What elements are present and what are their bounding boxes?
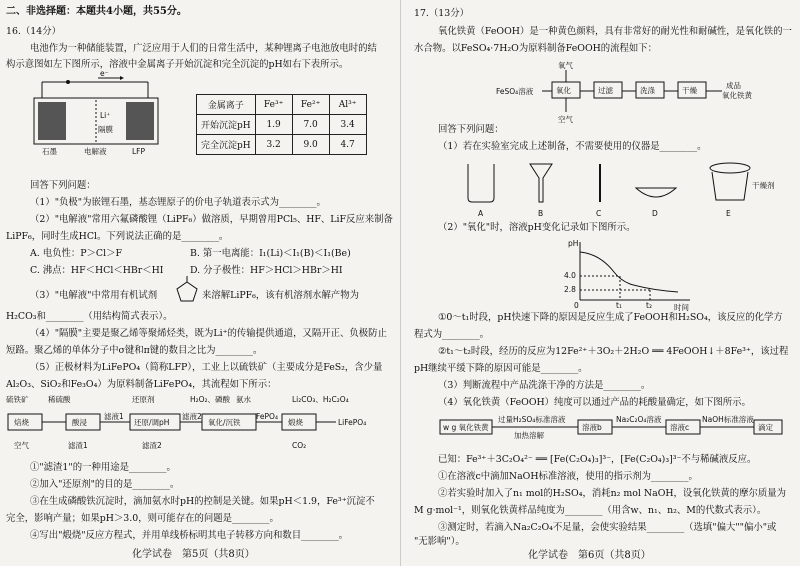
q16-line: 完全，影响产量；如果pH＞3.0，则可能存在的问题是________。: [6, 513, 279, 524]
q16-intro-1: 电池作为一种储能装置，广泛应用于人们的日常生活中，某种锂离子电池放电时的结: [30, 43, 377, 54]
q16-intro-2: 构示意图如左下图所示，溶液中金属离子开始沉淀和完全沉淀的pH如右下表所示。: [6, 59, 349, 70]
table-cell: 7.0: [292, 115, 329, 135]
time-tick: t₁: [616, 301, 622, 310]
apparatus-label: C: [596, 209, 602, 218]
flow-product: LiFePO₄: [338, 418, 367, 427]
flow-start: FeSO₄溶液: [496, 87, 534, 96]
apparatus-label: B: [538, 209, 544, 218]
table-cell: 3.2: [255, 135, 292, 155]
q16-line: H₂CO₃和________（用结构简式表示）。: [6, 311, 173, 322]
lfp-label: LFP: [132, 147, 146, 156]
flow-box: 氧化: [556, 86, 571, 95]
titration-box: 溶液c: [670, 423, 690, 432]
table-header: Fe²⁺: [292, 95, 329, 115]
q16-line: （1）"负极"为嵌锂石墨，基态锂原子的价电子轨道表示式为________。: [30, 197, 326, 208]
flow-input: 氨水: [236, 395, 251, 404]
electrolyte-label: 电解液: [84, 147, 107, 156]
q16-line: （2）"电解液"常用六氟磷酸锂（LiPF₆）做溶质，早期曾用PCl₅、HF、LiF反应来制备: [30, 214, 393, 225]
desiccant-label: 干燥剂: [752, 181, 775, 190]
table-header: Al³⁺: [329, 95, 366, 115]
flow-input: H₂O₂、磷酸: [190, 395, 231, 404]
q17-line: ①在溶液c中滴加NaOH标准溶液，使用的指示剂为________。: [438, 471, 698, 482]
q16-heading: 16.（14分）: [6, 26, 61, 37]
ph-time-chart: [560, 238, 700, 312]
flow-input: 还原剂: [132, 395, 155, 404]
q16-option: C. 沸点：HF＜HCl＜HBr＜HI: [30, 265, 164, 276]
table-header: Fe³⁺: [255, 95, 292, 115]
flow-input: 硫铁矿: [6, 395, 29, 404]
flow-box: 干燥: [682, 86, 697, 95]
page-footer: 化学试卷 第6页（共8页）: [528, 550, 651, 561]
table-cell: 9.0: [292, 135, 329, 155]
flow-box: 氧化/沉铁: [208, 418, 241, 427]
q16-line: 短路。聚乙烯的单体分子中σ键和π键的数目之比为________。: [6, 345, 263, 356]
flow-input: 氧气: [558, 61, 573, 70]
q16-line: 来溶解LiPF₆，该有机溶剂水解产物为: [202, 290, 360, 301]
time-tick: t₂: [646, 301, 652, 310]
li-ion-label: Li⁺: [100, 111, 111, 120]
apparatus-label: A: [478, 209, 484, 218]
flow-input: Li₂CO₃、H₂C₂O₄: [292, 395, 349, 404]
q16-line: LiPF₆，同时生成HCl。下列说法正确的是________。: [6, 231, 229, 242]
q17-intro-1: 氧化铁黄（FeOOH）是一种黄色颜料，具有非常好的耐光性和耐碱性，是氧化铁的一: [438, 26, 792, 37]
ph-tick: 2.8: [564, 285, 576, 294]
q16-line: ①"滤渣1"的一种用途是________。: [30, 462, 176, 473]
feooh-process-flow: [496, 60, 786, 128]
titration-box: 滴定: [758, 423, 773, 432]
flow-box: 洗涤: [640, 86, 655, 95]
q17-line: 程式为________。: [414, 329, 490, 340]
page-footer: 化学试卷 第5页（共8页）: [132, 549, 255, 560]
flow-byproduct: 滤渣2: [142, 441, 162, 450]
table-cell: 4.7: [329, 135, 366, 155]
q16-line: （5）正极材料为LiFePO₄（简称LFP），工业上以硫铁矿（主要成分是FeS₂，含少量: [30, 362, 383, 373]
q17-line: ①0～t₁时段，pH快速下降的原因是反应生成了FeOOH和H₂SO₄，该反应的化学方: [438, 312, 783, 323]
titration-box: 溶液b: [582, 423, 602, 432]
origin-label: 0: [574, 301, 579, 310]
ph-tick: 4.0: [564, 271, 576, 280]
flow-box: 过滤: [598, 86, 613, 95]
flow-byproduct: 滤渣1: [68, 441, 88, 450]
q17-heading: 17.（13分）: [414, 8, 469, 19]
q17-line: ②若实验时加入了n₁ mol的H₂SO₄，消耗n₂ mol NaOH，设氧化铁黄的摩尔质量为: [438, 488, 787, 499]
q17-line: "无影响"）。: [414, 536, 465, 547]
apparatus-figures: [460, 158, 775, 220]
flow-input: 空气: [558, 115, 573, 124]
flow-box: 焙烧: [14, 418, 29, 427]
q16-line: Al₂O₃、SiO₂和Fe₃O₄）为原料制备LiFePO₄，其流程如下所示：: [6, 379, 277, 390]
flow-box: 还原/调pH: [134, 418, 170, 427]
flow-box: 煅烧: [288, 418, 303, 427]
flow-box: 酸浸: [72, 418, 87, 427]
table-cell: 1.9: [255, 115, 292, 135]
q17-line: ③测定时，若滴入Na₂C₂O₄不足量，会使实验结果________（选填"偏大""偏小"或: [438, 522, 777, 533]
flow-product: 氧化铁黄: [722, 91, 752, 100]
q17-line: ②t₁～t₂时段，经历的反应为12Fe²⁺＋3O₂＋2H₂O ══ 4FeOOH↓＋8Fe³⁺，该过程: [438, 346, 789, 357]
q17-line: （3）判断流程中产品洗涤干净的方法是________。: [438, 380, 651, 391]
q16-line: （3）"电解液"中常用有机试剂: [30, 290, 158, 301]
battery-diagram: [28, 69, 178, 160]
time-axis-label: 时间: [674, 303, 689, 312]
separator-label: 隔膜: [98, 125, 113, 134]
q17-line: M g·mol⁻¹，则氧化铁黄样品纯度为________（用含w、n₁、n₂、M的代数式表示）。: [414, 505, 767, 516]
q17-intro-2: 水合物。以FeSO₄·7H₂O为原料制备FeOOH的流程如下：: [414, 43, 658, 54]
q17-line: （2）"氧化"时，溶液pH变化记录如下图所示。: [438, 222, 636, 233]
funnel-icon: [530, 164, 552, 202]
evaporating-dish-icon: [636, 188, 676, 197]
beaker-icon: [468, 164, 494, 202]
q17-line: （4）氧化铁黄（FeOOH）纯度可以通过产品的耗酸量确定，如下图所示。: [438, 397, 751, 408]
titration-flow: [438, 412, 788, 448]
ph-curve: [580, 252, 678, 292]
electron-label: e⁻: [100, 69, 109, 78]
titration-reagent: NaOH标准溶液: [702, 415, 754, 424]
flow-mid-label: 滤液2: [182, 412, 202, 421]
ph-axis-label: pH: [568, 239, 579, 248]
right-page: [400, 0, 800, 566]
q16-line: （4）"隔膜"主要是聚乙烯等聚烯烃类，既为Li⁺的传输提供通道，又隔开正、负极防止: [30, 328, 387, 339]
flow-mid-label: FePO₄: [256, 412, 278, 421]
q16-option: A. 电负性：P＞Cl＞F: [30, 248, 122, 259]
table-cell: 3.4: [329, 115, 366, 135]
table-cell: 开始沉淀pH: [197, 115, 256, 135]
lifepo4-process-flow: [6, 394, 396, 456]
q17-line: 已知：Fe³⁺＋3C₂O₄²⁻ ══ [Fe(C₂O₄)₃]³⁻，[Fe(C₂O₄)₃]³⁻不与稀碱液反应。: [438, 454, 757, 465]
flow-byproduct: CO₂: [292, 441, 307, 450]
flow-product: 成品: [726, 81, 741, 90]
q16-line: ④写出"煅烧"反应方程式，并用单线桥标明其电子转移方向和数目________。: [30, 530, 349, 541]
table-cell: 完全沉淀pH: [197, 135, 256, 155]
flow-mid-label: 滤液1: [104, 412, 124, 421]
titration-condition: 加热溶解: [514, 431, 544, 440]
titration-reagent: 过量H₂SO₄标准溶液: [498, 415, 566, 424]
q17-line: pH继续平缓下降的原因可能是________。: [414, 363, 588, 374]
graphite-label: 石墨: [42, 147, 57, 156]
titration-start: w g 氧化铁黄: [443, 423, 489, 432]
q16-option: D. 分子极性：HF＞HCl＞HBr＞HI: [190, 265, 343, 276]
carbonate-structure: [174, 280, 200, 304]
flow-input: 稀硫酸: [48, 395, 71, 404]
q16-line: 回答下列问题：: [30, 180, 96, 191]
titration-reagent: Na₂C₂O₄溶液: [616, 415, 662, 424]
q16-option: B. 第一电离能：I₁(Li)＜I₁(B)＜I₁(Be): [190, 248, 351, 259]
q17-line: 回答下列问题：: [438, 124, 504, 135]
apparatus-label: E: [726, 209, 731, 218]
desiccator-icon: [710, 163, 750, 173]
q16-line: ②加入"还原剂"的目的是________。: [30, 479, 180, 490]
ion-ph-table: [196, 94, 367, 155]
apparatus-label: D: [652, 209, 658, 218]
table-header: 金属离子: [197, 95, 256, 115]
section-title: 二、非选择题：本题共4小题，共55分。: [6, 6, 187, 17]
flow-byproduct: 空气: [14, 441, 29, 450]
q17-line: （1）若在实验室完成上述制备，不需要使用的仪器是________。: [438, 141, 707, 152]
q16-line: ③在生成磷酸铁沉淀时，滴加氨水时pH的控制是关键。如果pH＜1.9，Fe³⁺沉淀不: [30, 496, 375, 507]
